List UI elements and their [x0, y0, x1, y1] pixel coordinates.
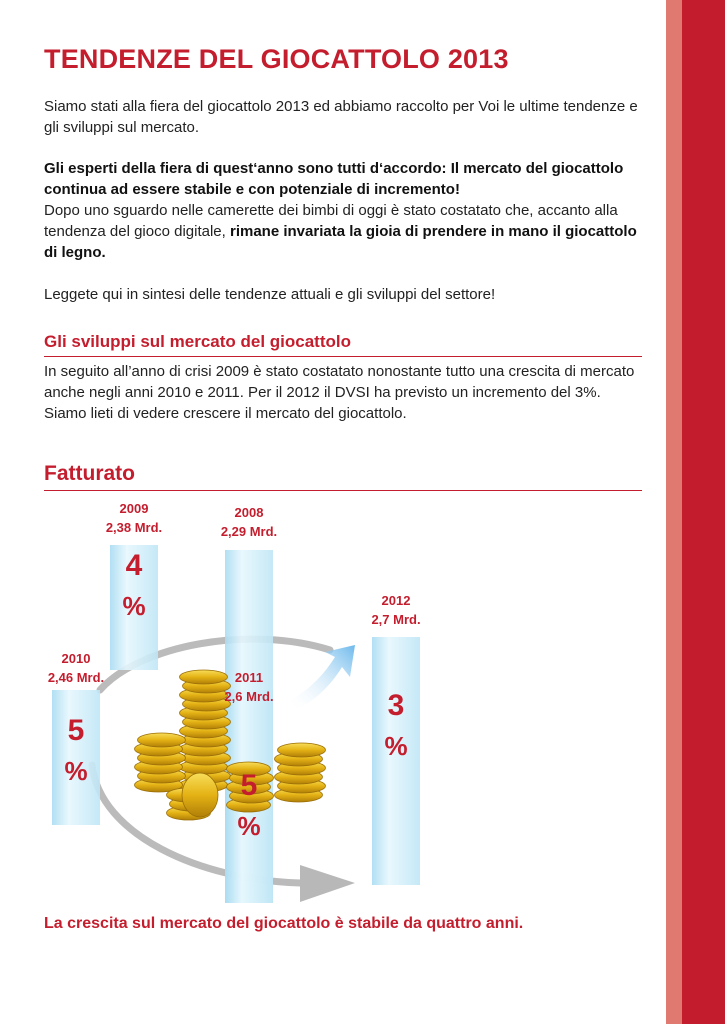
chart-footer-note: La crescita sul mercato del giocattolo è stabile da quattro anni. — [44, 915, 524, 932]
value-label-2009: 2,38 Mrd. — [105, 520, 163, 535]
growth-value-2011: 5 — [240, 769, 258, 802]
value-label-2010: 2,46 Mrd. — [47, 670, 105, 685]
chart-heading: Fatturato — [44, 462, 135, 485]
year-label-2011: 2011 — [234, 670, 264, 685]
growth-percent-2011: % — [237, 811, 261, 841]
year-label-2009: 2009 — [119, 501, 149, 516]
intro-paragraph: Siamo stati alla fiera del giocattolo 2013 ed abbiamo raccolto per Voi le ultime tendenze e gli sviluppi sul mercato. — [44, 98, 638, 136]
heading-rule — [44, 356, 642, 357]
growth-value-2009: 4 — [125, 549, 143, 582]
experts-bold-text-2: rimane invariata la gioia di prendere in mano il giocattolo di legno. — [44, 223, 637, 261]
market-paragraph: In seguito all’anno di crisi 2009 è stato costatato nonostante tutto una crescita di mercato anche negli anni 2010 e 2011. Per il 2012 il DVSI ha previsto un incremento del 3%. Siamo lieti di vedere crescere il mercato del giocattolo. — [44, 363, 635, 422]
growth-value-2010: 5 — [67, 714, 85, 747]
growth-arrow-icon — [290, 645, 355, 710]
market-heading: Gli sviluppi sul mercato del giocattolo — [44, 332, 351, 351]
value-label-2011: 2,6 Mrd. — [224, 689, 274, 704]
read-more-paragraph: Leggete qui in sintesi delle tendenze attuali e gli sviluppi del settore! — [44, 286, 496, 303]
decorative-side-stripe-dark — [682, 0, 725, 1024]
value-label-2012: 2,7 Mrd. — [371, 612, 421, 627]
year-label-2012: 2012 — [381, 593, 411, 608]
chart-heading-rule — [44, 490, 642, 491]
year-label-2008: 2008 — [234, 505, 264, 520]
experts-text: Dopo uno sguardo nelle camerette dei bimbi di oggi è stato costatato che, accanto alla tendenza del gioco digitale, — [44, 202, 618, 240]
growth-value-2012: 3 — [387, 689, 405, 722]
experts-paragraph — [44, 158, 644, 263]
experts-bold-text: Gli esperti della fiera di quest‘anno sono tutti d‘accordo: Il mercato del giocattolo continua ad essere stabile e con potenziale di incremento! — [44, 160, 624, 198]
cycle-arrowhead-icon — [300, 865, 355, 902]
value-label-2008: 2,29 Mrd. — [220, 524, 278, 539]
growth-percent-2010: % — [64, 756, 88, 786]
revenue-chart — [0, 495, 660, 915]
bar-2012 — [372, 637, 420, 885]
growth-percent-2009: % — [122, 591, 146, 621]
page-title: TENDENZE DEL GIOCATTOLO 2013 — [44, 44, 509, 74]
year-label-2010: 2010 — [61, 651, 91, 666]
growth-percent-2012: % — [384, 731, 408, 761]
